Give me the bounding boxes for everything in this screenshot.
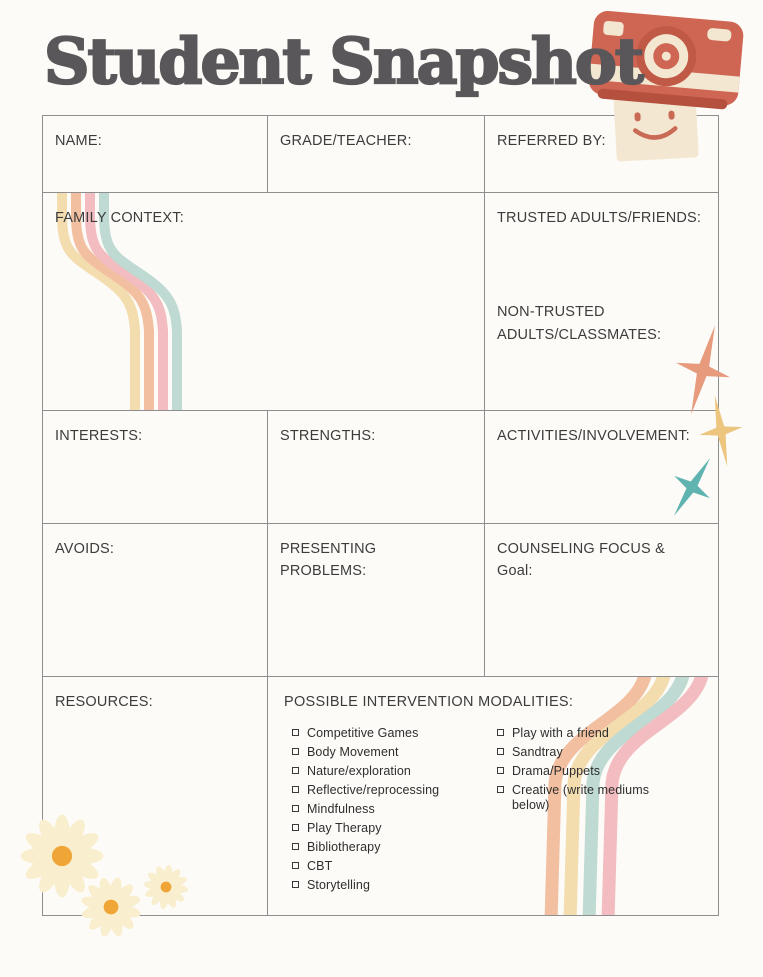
form-table — [42, 115, 719, 916]
modality-label: Play with a friend — [512, 726, 609, 741]
name-label: NAME: — [55, 133, 102, 149]
counseling-focus-label: COUNSELING FOCUS & Goal: — [497, 541, 665, 580]
modality-item — [292, 802, 497, 817]
trusted-adults-label: TRUSTED ADULTS/FRIENDS: — [497, 210, 702, 226]
modality-item — [292, 726, 497, 741]
presenting-problems-label: PRESENTING PROBLEMS: — [280, 541, 377, 580]
modality-label: Creative (write mediums below) — [512, 783, 650, 813]
modality-label: Bibliotherapy — [307, 840, 381, 855]
modality-label: CBT — [307, 859, 333, 874]
modality-label: Sandtray — [512, 745, 563, 760]
modalities-title: POSSIBLE INTERVENTION MODALITIES: — [284, 694, 574, 710]
modalities-column-1 — [292, 726, 497, 897]
checkbox-icon[interactable] — [292, 748, 299, 755]
modality-item — [292, 859, 497, 874]
cell-family-context — [43, 193, 485, 411]
modality-item — [497, 764, 682, 779]
modality-item — [292, 745, 497, 760]
interests-label: INTERESTS: — [55, 428, 143, 444]
cell-strengths — [268, 411, 485, 524]
cell-presenting-problems — [268, 524, 485, 677]
checkbox-icon[interactable] — [497, 748, 504, 755]
modality-item — [292, 783, 497, 798]
cell-activities — [485, 411, 719, 524]
modality-label: Storytelling — [307, 878, 371, 893]
modality-label: Play Therapy — [307, 821, 382, 836]
camera-flash — [707, 28, 732, 42]
cell-resources — [43, 677, 268, 916]
modalities-column-2 — [497, 726, 682, 897]
checkbox-icon[interactable] — [497, 786, 504, 793]
non-trusted-adults-label: NON-TRUSTED ADULTS/CLASSMATES: — [497, 304, 662, 343]
cell-interests — [43, 411, 268, 524]
modality-item — [497, 745, 682, 760]
referred-by-label: REFERRED BY: — [497, 133, 606, 149]
modalities-list — [292, 726, 706, 897]
checkbox-icon[interactable] — [292, 843, 299, 850]
modality-label: Reflective/reprocessing — [307, 783, 440, 798]
resources-label: RESOURCES: — [55, 694, 153, 710]
checkbox-icon[interactable] — [497, 729, 504, 736]
modality-item — [292, 764, 497, 779]
checkbox-icon[interactable] — [292, 881, 299, 888]
modality-item — [292, 878, 497, 893]
checkbox-icon[interactable] — [292, 729, 299, 736]
activities-label: ACTIVITIES/INVOLVEMENT: — [497, 428, 690, 444]
checkbox-icon[interactable] — [292, 824, 299, 831]
cell-avoids — [43, 524, 268, 677]
modality-item — [497, 726, 682, 741]
modality-label: Drama/Puppets — [512, 764, 601, 779]
modality-label: Competitive Games — [307, 726, 419, 741]
checkbox-icon[interactable] — [292, 786, 299, 793]
checkbox-icon[interactable] — [292, 767, 299, 774]
modality-label: Body Movement — [307, 745, 399, 760]
strengths-label: STRENGTHS: — [280, 428, 376, 444]
grade-teacher-label: GRADE/TEACHER: — [280, 133, 412, 149]
page-title: Student Snapshot — [44, 24, 642, 98]
modality-item — [292, 840, 497, 855]
cell-grade-teacher — [268, 116, 485, 193]
avoids-label: AVOIDS: — [55, 541, 115, 557]
cell-adults — [485, 193, 719, 411]
cell-name — [43, 116, 268, 193]
modality-label: Nature/exploration — [307, 764, 411, 779]
cell-counseling-focus — [485, 524, 719, 677]
family-context-label: FAMILY CONTEXT: — [55, 210, 184, 226]
modality-item — [292, 821, 497, 836]
cell-modalities — [268, 677, 719, 916]
modality-label: Mindfulness — [307, 802, 375, 817]
checkbox-icon[interactable] — [292, 862, 299, 869]
modality-item — [497, 783, 682, 813]
checkbox-icon[interactable] — [292, 805, 299, 812]
checkbox-icon[interactable] — [497, 767, 504, 774]
